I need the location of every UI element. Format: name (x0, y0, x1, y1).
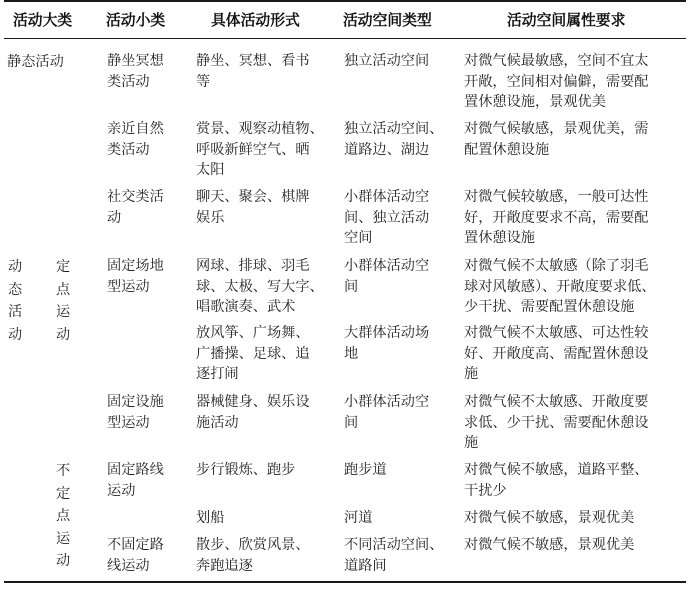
requirement-cell: 对微气候不太敏感、开敞度要 求低、少干扰、需要配休憩设 施 (464, 394, 649, 451)
space-type-cell: 小群体活动空 间 (344, 394, 430, 431)
subcategory-cell: 社交类活 动 (107, 189, 164, 226)
activity-form-cell: 划船 (196, 510, 225, 526)
subcategory-cell: 固定场地 型运动 (107, 258, 164, 295)
subcategory-cell: 固定路线 运动 (107, 462, 164, 499)
subgroup-fixed-point: 定 点 运 动 (56, 259, 71, 343)
requirement-cell: 对微气候不敏感，道路平整、 干扰少 (464, 462, 649, 499)
header-category: 活动大类 (13, 12, 73, 29)
requirement-cell: 对微气候最敏感，空间不宜太 开敞，空间相对偏僻，需要配 置休憩设施，景观优美 (464, 53, 649, 110)
header-activity-form: 具体活动形式 (211, 12, 300, 29)
header-subcategory: 活动小类 (106, 12, 166, 29)
space-type-cell: 小群体活动空 间 (344, 258, 430, 295)
activity-form-cell: 步行锻炼、跑步 (196, 462, 296, 478)
subcategory-cell: 固定设施 型运动 (107, 394, 164, 431)
subgroup-non-fixed-point: 不 定 点 运 动 (56, 463, 71, 569)
top-rule (4, 0, 686, 2)
activity-form-cell: 器械健身、娱乐设 施活动 (196, 394, 310, 431)
category-dynamic: 动 态 活 动 (8, 259, 23, 343)
category-static: 静态活动 (7, 54, 64, 70)
activity-form-cell: 散步、欣赏风景、 奔跑追逐 (196, 537, 310, 574)
space-type-cell: 跑步道 (344, 462, 387, 478)
requirement-cell: 对微气候敏感，景观优美，需 配置休憩设施 (464, 121, 649, 158)
requirement-cell: 对微气候不太敏感（除了羽毛 球对风敏感）、开敞度要求低、 少干扰、需要配置休憩设施 (464, 258, 656, 315)
space-type-cell: 独立活动空间、 道路边、湖边 (344, 121, 444, 158)
requirement-cell: 对微气候不太敏感、可达性较 好、开敞度高、需配置休憩设 施 (464, 325, 649, 382)
requirement-cell: 对微气候不敏感，景观优美 (464, 510, 635, 526)
activity-form-cell: 放风筝、广场舞、 广播操、足球、追 逐打闹 (196, 325, 310, 382)
activity-form-cell: 静坐、冥想、看书 等 (196, 53, 310, 90)
subcategory-cell: 静坐冥想 类活动 (107, 53, 164, 90)
space-type-cell: 河道 (344, 510, 373, 526)
space-type-cell: 小群体活动空 间、独立活动 空间 (344, 189, 430, 246)
space-type-cell: 大群体活动场 地 (344, 325, 430, 362)
activity-form-cell: 网球、排球、羽毛 球、太极、写大字、 唱歌演奏、武术 (196, 258, 324, 315)
header-space-requirements: 活动空间属性要求 (507, 12, 626, 29)
space-type-cell: 不同活动空间、 道路间 (344, 537, 444, 574)
subcategory-cell: 不固定路 线运动 (107, 537, 164, 574)
activity-form-cell: 聊天、聚会、棋牌 娱乐 (196, 189, 310, 226)
subcategory-cell: 亲近自然 类活动 (107, 121, 164, 158)
activity-form-cell: 赏景、观察动植物、 呼吸新鲜空气、晒 太阳 (196, 121, 324, 178)
bottom-rule (4, 581, 686, 583)
requirement-cell: 对微气候不敏感，景观优美 (464, 537, 635, 553)
requirement-cell: 对微气候较敏感，一般可达性 好，开敞度要求不高，需要配 置休憩设施 (464, 189, 649, 246)
space-type-cell: 独立活动空间 (344, 53, 430, 69)
header-space-type: 活动空间类型 (343, 12, 432, 29)
header-rule (4, 38, 686, 39)
